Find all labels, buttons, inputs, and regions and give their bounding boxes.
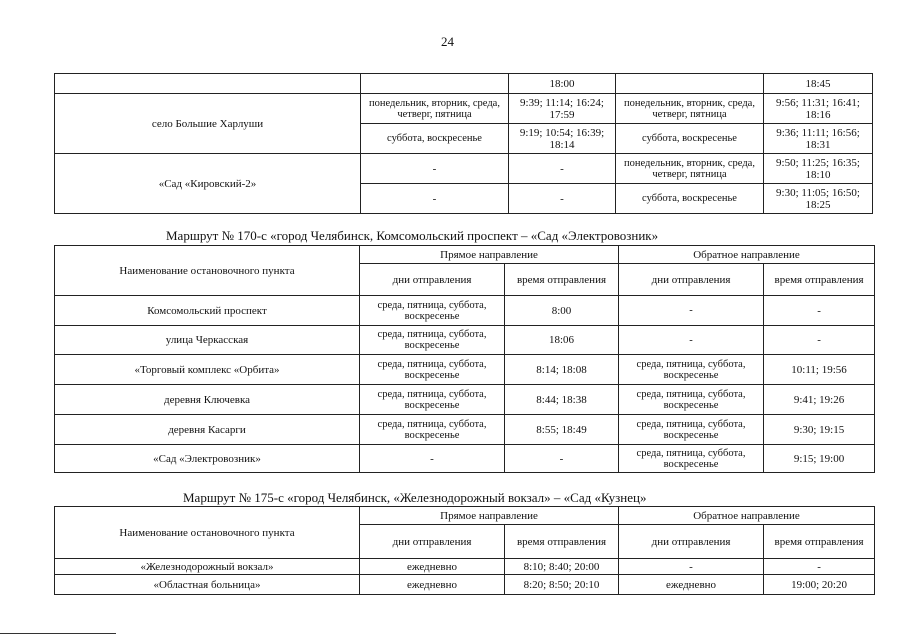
stop-name-cell: «Сад «Кировский-2» <box>55 154 361 214</box>
page-number: 24 <box>441 34 454 49</box>
direct-header: Прямое направление <box>360 246 619 264</box>
stop-name-cell: село Большие Харлуши <box>55 94 361 154</box>
fwd-days-cell: - <box>361 154 509 184</box>
empty-cell <box>55 74 361 94</box>
time-header: время отправления <box>764 264 875 296</box>
time-header: время отправления <box>505 264 619 296</box>
time-header: время отправления <box>764 525 875 559</box>
stop-name-cell: Комсомольский проспект <box>55 296 360 326</box>
table-header-row <box>55 507 875 525</box>
days-header: дни отправления <box>619 264 764 296</box>
back-days-cell: - <box>619 296 764 326</box>
fwd-time-cell: 8:20; 8:50; 20:10 <box>505 575 619 595</box>
reverse-header: Обратное направление <box>619 246 875 264</box>
back-time-cell: 9:36; 11:11; 16:56; 18:31 <box>764 124 873 154</box>
schedule-table-continued <box>54 73 873 214</box>
stop-header: Наименование остановочного пункта <box>55 246 360 296</box>
fwd-time-cell: 9:19; 10:54; 16:39; 18:14 <box>509 124 616 154</box>
back-time-cell: 10:11; 19:56 <box>764 355 875 385</box>
fwd-time-cell: 8:00 <box>505 296 619 326</box>
route-175-caption: Маршрут № 175-с «город Челябинск, «Железнодорожный вокзал» – «Сад «Кузнец» <box>183 490 647 505</box>
route-170-caption: Маршрут № 170-с «город Челябинск, Комсомольский проспект – «Сад «Электровозник» <box>166 228 659 243</box>
table-row <box>55 296 875 326</box>
stop-name-cell: улица Черкасская <box>55 326 360 355</box>
stop-name-cell: «Торговый комплекс «Орбита» <box>55 355 360 385</box>
fwd-time-cell: 18:06 <box>505 326 619 355</box>
table-row <box>55 415 875 445</box>
empty-cell <box>616 74 764 94</box>
fwd-days-cell: ежедневно <box>360 559 505 575</box>
table-row <box>55 445 875 473</box>
back-time-cell: 18:45 <box>764 74 873 94</box>
empty-cell <box>361 74 509 94</box>
back-days-cell: среда, пятница, суббота, воскресенье <box>619 445 764 473</box>
stop-header: Наименование остановочного пункта <box>55 507 360 559</box>
direct-header: Прямое направление <box>360 507 619 525</box>
fwd-time-cell: - <box>509 184 616 214</box>
table-row <box>55 154 873 184</box>
days-header: дни отправления <box>619 525 764 559</box>
back-days-cell: среда, пятница, суббота, воскресенье <box>619 355 764 385</box>
back-days-cell: - <box>619 326 764 355</box>
back-time-cell: - <box>764 296 875 326</box>
fwd-time-cell: 8:55; 18:49 <box>505 415 619 445</box>
back-time-cell: 9:15; 19:00 <box>764 445 875 473</box>
stop-name-cell: деревня Касарги <box>55 415 360 445</box>
days-header: дни отправления <box>360 525 505 559</box>
fwd-time-cell: 18:00 <box>509 74 616 94</box>
back-days-cell: ежедневно <box>619 575 764 595</box>
back-days-cell: среда, пятница, суббота, воскресенье <box>619 415 764 445</box>
back-time-cell: 9:50; 11:25; 16:35; 18:10 <box>764 154 873 184</box>
back-time-cell: - <box>764 326 875 355</box>
route-170-table <box>54 245 875 473</box>
fwd-time-cell: 8:44; 18:38 <box>505 385 619 415</box>
fwd-time-cell: 8:10; 8:40; 20:00 <box>505 559 619 575</box>
back-days-cell: суббота, воскресенье <box>616 184 764 214</box>
stop-name-cell: «Железнодорожный вокзал» <box>55 559 360 575</box>
fwd-time-cell: - <box>509 154 616 184</box>
back-time-cell: 9:56; 11:31; 16:41; 18:16 <box>764 94 873 124</box>
back-days-cell: суббота, воскресенье <box>616 124 764 154</box>
back-days-cell: понедельник, вторник, среда, четверг, пятница <box>616 154 764 184</box>
back-time-cell: 19:00; 20:20 <box>764 575 875 595</box>
fwd-time-cell: 8:14; 18:08 <box>505 355 619 385</box>
back-time-cell: - <box>764 559 875 575</box>
back-days-cell: понедельник, вторник, среда, четверг, пятница <box>616 94 764 124</box>
table-row <box>55 575 875 595</box>
table-row <box>55 355 875 385</box>
table-row <box>55 94 873 124</box>
footnote-divider <box>0 633 116 634</box>
fwd-days-cell: суббота, воскресенье <box>361 124 509 154</box>
table-header-row <box>55 246 875 264</box>
fwd-days-cell: среда, пятница, суббота, воскресенье <box>360 355 505 385</box>
fwd-days-cell: - <box>361 184 509 214</box>
route-175-table <box>54 506 875 595</box>
stop-name-cell: деревня Ключевка <box>55 385 360 415</box>
fwd-days-cell: - <box>360 445 505 473</box>
stop-name-cell: «Областная больница» <box>55 575 360 595</box>
days-header: дни отправления <box>360 264 505 296</box>
fwd-days-cell: среда, пятница, суббота, воскресенье <box>360 415 505 445</box>
back-days-cell: среда, пятница, суббота, воскресенье <box>619 385 764 415</box>
table-row <box>55 559 875 575</box>
fwd-days-cell: среда, пятница, суббота, воскресенье <box>360 385 505 415</box>
fwd-time-cell: - <box>505 445 619 473</box>
fwd-days-cell: среда, пятница, суббота, воскресенье <box>360 326 505 355</box>
reverse-header: Обратное направление <box>619 507 875 525</box>
fwd-time-cell: 9:39; 11:14; 16:24; 17:59 <box>509 94 616 124</box>
table-row <box>55 385 875 415</box>
stop-name-cell: «Сад «Электровозник» <box>55 445 360 473</box>
back-time-cell: 9:41; 19:26 <box>764 385 875 415</box>
back-time-cell: 9:30; 19:15 <box>764 415 875 445</box>
time-header: время отправления <box>505 525 619 559</box>
table-row <box>55 326 875 355</box>
fwd-days-cell: среда, пятница, суббота, воскресенье <box>360 296 505 326</box>
fwd-days-cell: ежедневно <box>360 575 505 595</box>
table-row <box>55 74 873 94</box>
back-time-cell: 9:30; 11:05; 16:50; 18:25 <box>764 184 873 214</box>
fwd-days-cell: понедельник, вторник, среда, четверг, пятница <box>361 94 509 124</box>
back-days-cell: - <box>619 559 764 575</box>
